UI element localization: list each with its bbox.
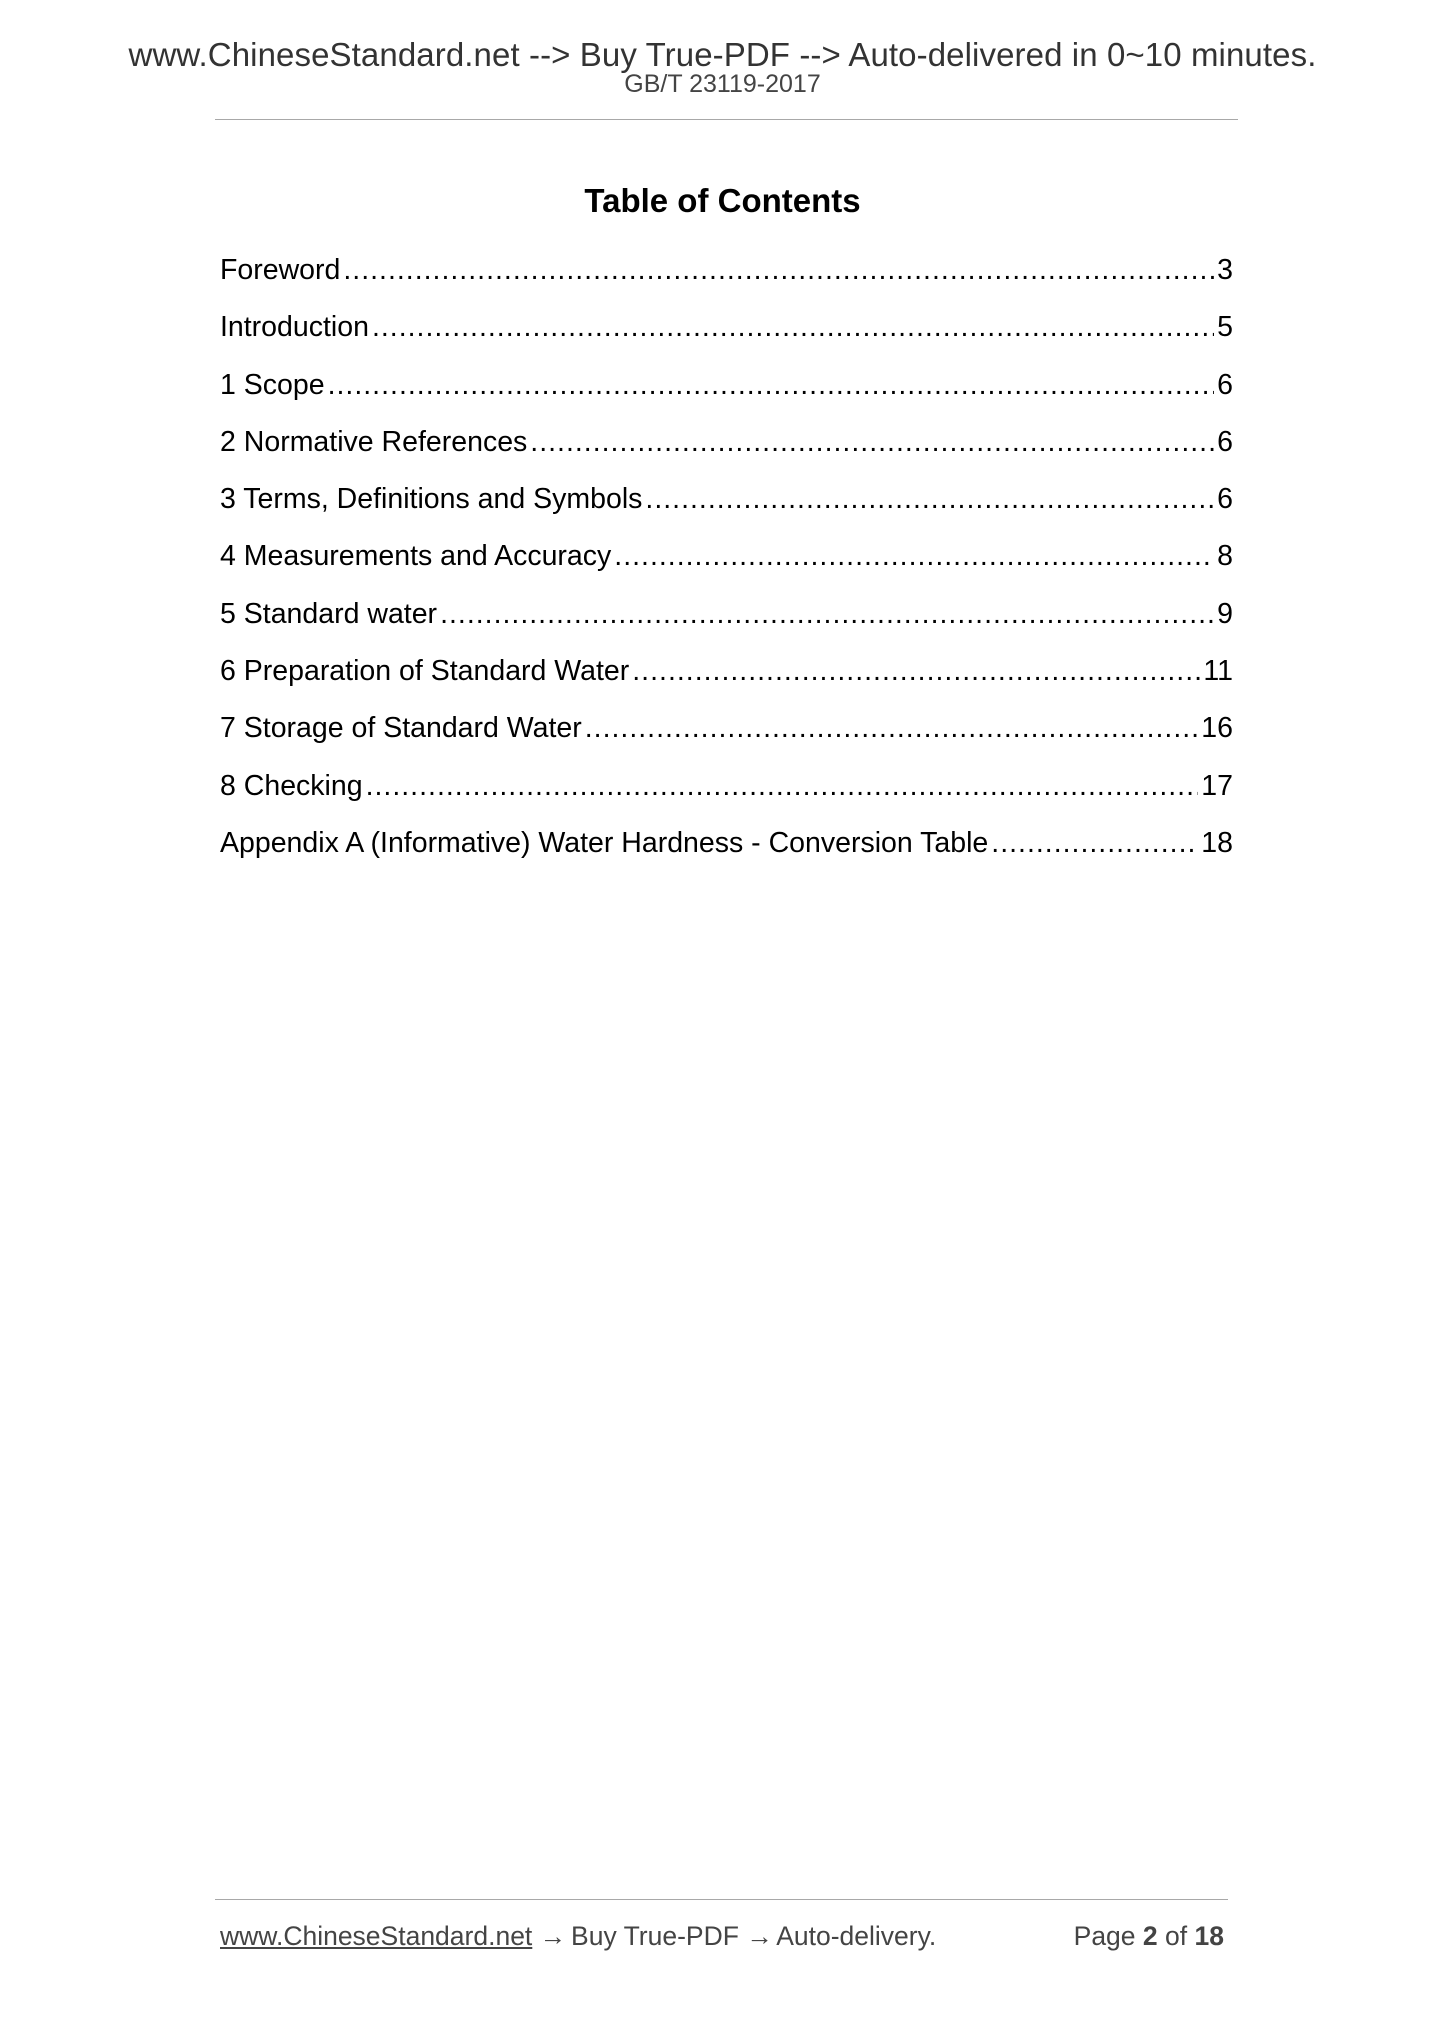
current-page: 2 — [1142, 1921, 1158, 1951]
toc-entry-page: 8 — [1217, 540, 1233, 573]
toc-dot-leader — [530, 426, 1214, 458]
arrow-right-icon: → — [539, 1921, 567, 1951]
page-word: Page — [1073, 1921, 1136, 1951]
site-banner: www.ChineseStandard.net --> Buy True-PDF --> Auto-delivered in 0~10 minutes. — [128, 36, 1317, 73]
toc-entry-page: 11 — [1203, 655, 1233, 688]
toc-entry-label: 8 Checking — [220, 769, 363, 802]
toc-entry-page: 6 — [1217, 368, 1233, 401]
toc-entry-page: 6 — [1217, 483, 1233, 516]
toc-dot-leader — [585, 712, 1199, 744]
buy-text: Buy True-PDF — [571, 1921, 739, 1951]
toc-entry-label: 3 Terms, Definitions and Symbols — [220, 483, 643, 516]
arrow-right-icon: → — [746, 1921, 773, 1951]
toc-entry-introduction[interactable] — [220, 311, 1233, 368]
toc-entry-standard-water[interactable] — [220, 598, 1233, 655]
toc-title: Table of Contents — [584, 182, 861, 219]
toc-dot-leader — [632, 655, 1200, 687]
toc-entry-page: 17 — [1201, 769, 1233, 802]
toc-entry-storage[interactable] — [220, 712, 1233, 769]
toc-entry-label: 4 Measurements and Accuracy — [220, 540, 612, 573]
toc-dot-leader — [645, 483, 1214, 515]
toc-entry-label: Foreword — [220, 254, 341, 286]
table-of-contents — [220, 254, 1233, 884]
header-divider — [215, 119, 1238, 120]
toc-entry-label: Appendix A (Informative) Water Hardness - Conversion Table — [220, 826, 989, 859]
toc-dot-leader — [614, 540, 1214, 572]
toc-entry-measurements[interactable] — [220, 540, 1233, 597]
toc-dot-leader — [991, 827, 1198, 859]
toc-dot-leader — [366, 770, 1199, 802]
toc-entry-page: 5 — [1217, 311, 1233, 344]
footer-divider — [215, 1899, 1228, 1900]
footer-promo — [220, 1920, 936, 1952]
toc-entry-checking[interactable] — [220, 770, 1233, 827]
delivery-text: Auto-delivery. — [776, 1921, 937, 1951]
toc-entry-label: 6 Preparation of Standard Water — [220, 655, 630, 688]
document-code: GB/T 23119-2017 — [624, 70, 821, 98]
site-link[interactable]: www.ChineseStandard.net — [220, 1921, 533, 1951]
toc-entry-page: 18 — [1201, 826, 1233, 859]
toc-entry-normative-references[interactable] — [220, 426, 1233, 483]
toc-entry-page: 3 — [1217, 254, 1233, 286]
toc-dot-leader — [440, 598, 1214, 630]
toc-entry-appendix-a[interactable] — [220, 827, 1233, 884]
toc-entry-scope[interactable] — [220, 369, 1233, 426]
toc-dot-leader — [343, 254, 1214, 286]
toc-entry-page: 6 — [1217, 425, 1233, 458]
toc-entry-preparation[interactable] — [220, 655, 1233, 712]
toc-dot-leader — [328, 369, 1215, 401]
toc-entry-label: 1 Scope — [220, 368, 325, 401]
total-pages: 18 — [1194, 1921, 1224, 1951]
toc-entry-label: 5 Standard water — [220, 597, 438, 630]
toc-entry-page: 16 — [1201, 712, 1233, 745]
toc-entry-label: 2 Normative References — [220, 425, 528, 458]
toc-dot-leader — [372, 311, 1214, 343]
toc-entry-label: Introduction — [220, 311, 369, 344]
toc-entry-page: 9 — [1217, 597, 1233, 630]
toc-entry-terms-definitions[interactable] — [220, 483, 1233, 540]
toc-entry-label: 7 Storage of Standard Water — [220, 712, 582, 745]
toc-entry-foreword[interactable] — [220, 254, 1233, 311]
page-number — [1074, 1920, 1224, 1952]
of-word: of — [1165, 1921, 1188, 1951]
